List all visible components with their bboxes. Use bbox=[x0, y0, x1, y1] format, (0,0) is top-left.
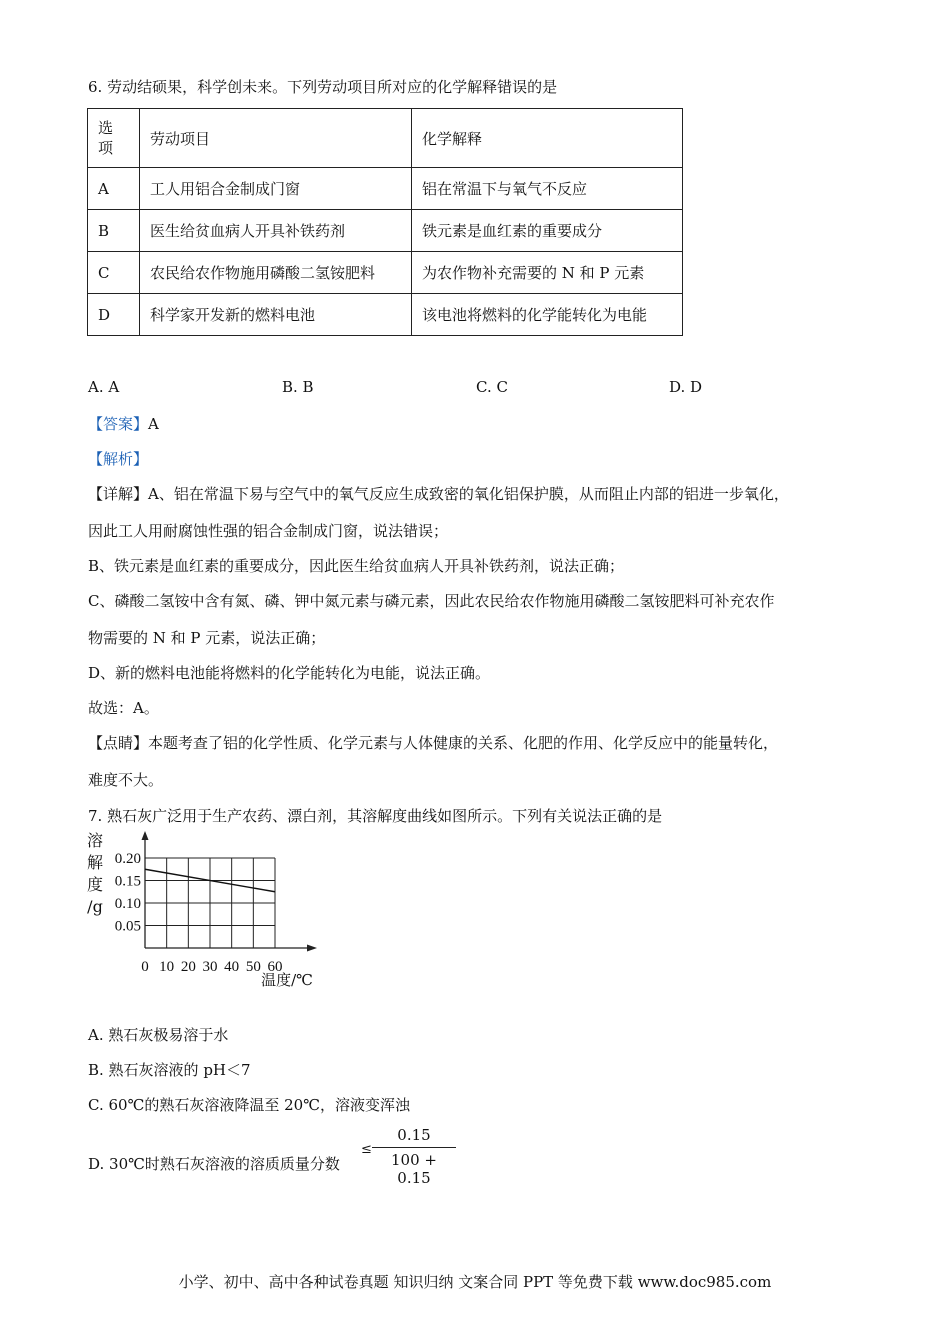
detail-line: C、磷酸二氢铵中含有氮、磷、钾中氮元素与磷元素，因此农民给农作物施用磷酸二氢铵肥料可补充农作 bbox=[88, 592, 775, 610]
y-tick-label: 0.05 bbox=[114, 918, 141, 935]
y-axis-label-char: /g bbox=[87, 897, 103, 916]
x-tick-label: 50 bbox=[245, 959, 261, 975]
x-tick-label: 30 bbox=[202, 959, 218, 975]
table-row bbox=[88, 168, 683, 210]
comment-line bbox=[88, 732, 778, 753]
detail-line bbox=[88, 483, 789, 504]
x-tick-label: 60 bbox=[267, 959, 283, 975]
choice-d: D. D bbox=[669, 378, 703, 396]
x-axis-label: 温度/℃ bbox=[261, 971, 313, 989]
choice-c: C. C bbox=[476, 378, 508, 396]
table-row bbox=[88, 252, 683, 294]
table-header-row bbox=[88, 109, 683, 168]
footer: 小学、初中、高中各种试卷真题 知识归纳 文案合同 PPT 等免费下载 www.doc985.com bbox=[178, 1273, 772, 1291]
solubility-chart bbox=[86, 830, 336, 990]
comment-line: 难度不大。 bbox=[88, 771, 164, 789]
table-cell: B bbox=[88, 210, 140, 252]
comment-text: 本题考查了铝的化学性质、化学元素与人体健康的关系、化肥的作用、化学反应中的能量转化， bbox=[148, 734, 779, 752]
table-cell: 工人用铝合金制成门窗 bbox=[140, 168, 412, 210]
comment-tag: 【点睛】 bbox=[88, 734, 149, 752]
x-axis-arrow bbox=[307, 945, 317, 952]
x-tick-label: 40 bbox=[224, 959, 240, 975]
table-cell: 铝在常温下与氧气不反应 bbox=[412, 168, 683, 210]
detail-line: 故选：A。 bbox=[88, 699, 159, 717]
y-axis-arrow bbox=[142, 831, 149, 840]
y-axis-label-char: 溶 bbox=[86, 831, 104, 850]
table-cell: 铁元素是血红素的重要成分 bbox=[412, 210, 683, 252]
table-cell: C bbox=[88, 252, 140, 294]
table-cell: 医生给贫血病人开具补铁药剂 bbox=[140, 210, 412, 252]
detail-tag: 【详解】 bbox=[88, 485, 149, 503]
table-cell: 科学家开发新的燃料电池 bbox=[140, 294, 412, 336]
x-tick-label: 10 bbox=[159, 959, 175, 975]
fraction bbox=[372, 1126, 456, 1187]
fraction-bar bbox=[372, 1147, 456, 1148]
option-c: C. 60℃的熟石灰溶液降温至 20℃，溶液变浑浊 bbox=[88, 1096, 410, 1114]
table-cell: 农民给农作物施用磷酸二氢铵肥料 bbox=[140, 252, 412, 294]
question-6-stem: 6. 劳动结硕果，科学创未来。下列劳动项目所对应的化学解释错误的是 bbox=[88, 78, 558, 96]
fraction-numerator: 0.15 bbox=[397, 1126, 431, 1144]
table-cell: 该电池将燃料的化学能转化为电能 bbox=[412, 294, 683, 336]
detail-line: 物需要的 N 和 P 元素，说法正确； bbox=[88, 629, 326, 647]
detail-text: A、铝在常温下易与空气中的氧气反应生成致密的氧化铝保护膜，从而阻止内部的铝进一步氧化， bbox=[148, 485, 789, 503]
detail-line: D、新的燃料电池能将燃料的化学能转化为电能，说法正确。 bbox=[88, 664, 491, 682]
less-equal-sign: ≤ bbox=[361, 1142, 372, 1157]
detail-line: B、铁元素是血红素的重要成分，因此医生给贫血病人开具补铁药剂，说法正确； bbox=[88, 557, 625, 575]
table-row bbox=[88, 294, 683, 336]
detail-line: 因此工人用耐腐蚀性强的铝合金制成门窗，说法错误； bbox=[88, 522, 449, 540]
x-tick-label: 20 bbox=[180, 959, 196, 975]
choice-b: B. B bbox=[282, 378, 314, 396]
y-axis-label-char: 解 bbox=[86, 853, 104, 872]
y-tick-label: 0.10 bbox=[114, 896, 141, 912]
table-cell: A bbox=[88, 168, 140, 210]
y-tick-label: 0.20 bbox=[114, 851, 141, 867]
answer-value: A bbox=[148, 415, 159, 433]
y-tick-label: 0.15 bbox=[114, 873, 141, 890]
header-cell-task: 劳动项目 bbox=[140, 109, 412, 168]
fraction-denominator: 100 + 0.15 bbox=[391, 1151, 437, 1187]
x-tick-label: 0 bbox=[141, 959, 149, 975]
options-table bbox=[87, 108, 683, 336]
question-7-stem: 7. 熟石灰广泛用于生产农药、漂白剂，其溶解度曲线如图所示。下列有关说法正确的是 bbox=[88, 807, 663, 825]
analysis-tag: 【解析】 bbox=[88, 450, 149, 468]
table-row bbox=[88, 210, 683, 252]
option-d: D. 30℃时熟石灰溶液的溶质质量分数 bbox=[88, 1155, 340, 1173]
option-a: A. 熟石灰极易溶于水 bbox=[88, 1026, 229, 1044]
y-axis-label-char: 度 bbox=[86, 875, 104, 894]
table-cell: D bbox=[88, 294, 140, 336]
header-cell-explanation: 化学解释 bbox=[412, 109, 683, 168]
answer-tag: 【答案】 bbox=[88, 415, 149, 433]
table-cell: 为农作物补充需要的 N 和 P 元素 bbox=[412, 252, 683, 294]
choice-a: A. A bbox=[88, 378, 120, 396]
header-cell-option: 选项 bbox=[88, 109, 140, 168]
option-b: B. 熟石灰溶液的 pH＜7 bbox=[88, 1061, 251, 1079]
answer-line bbox=[88, 413, 159, 434]
